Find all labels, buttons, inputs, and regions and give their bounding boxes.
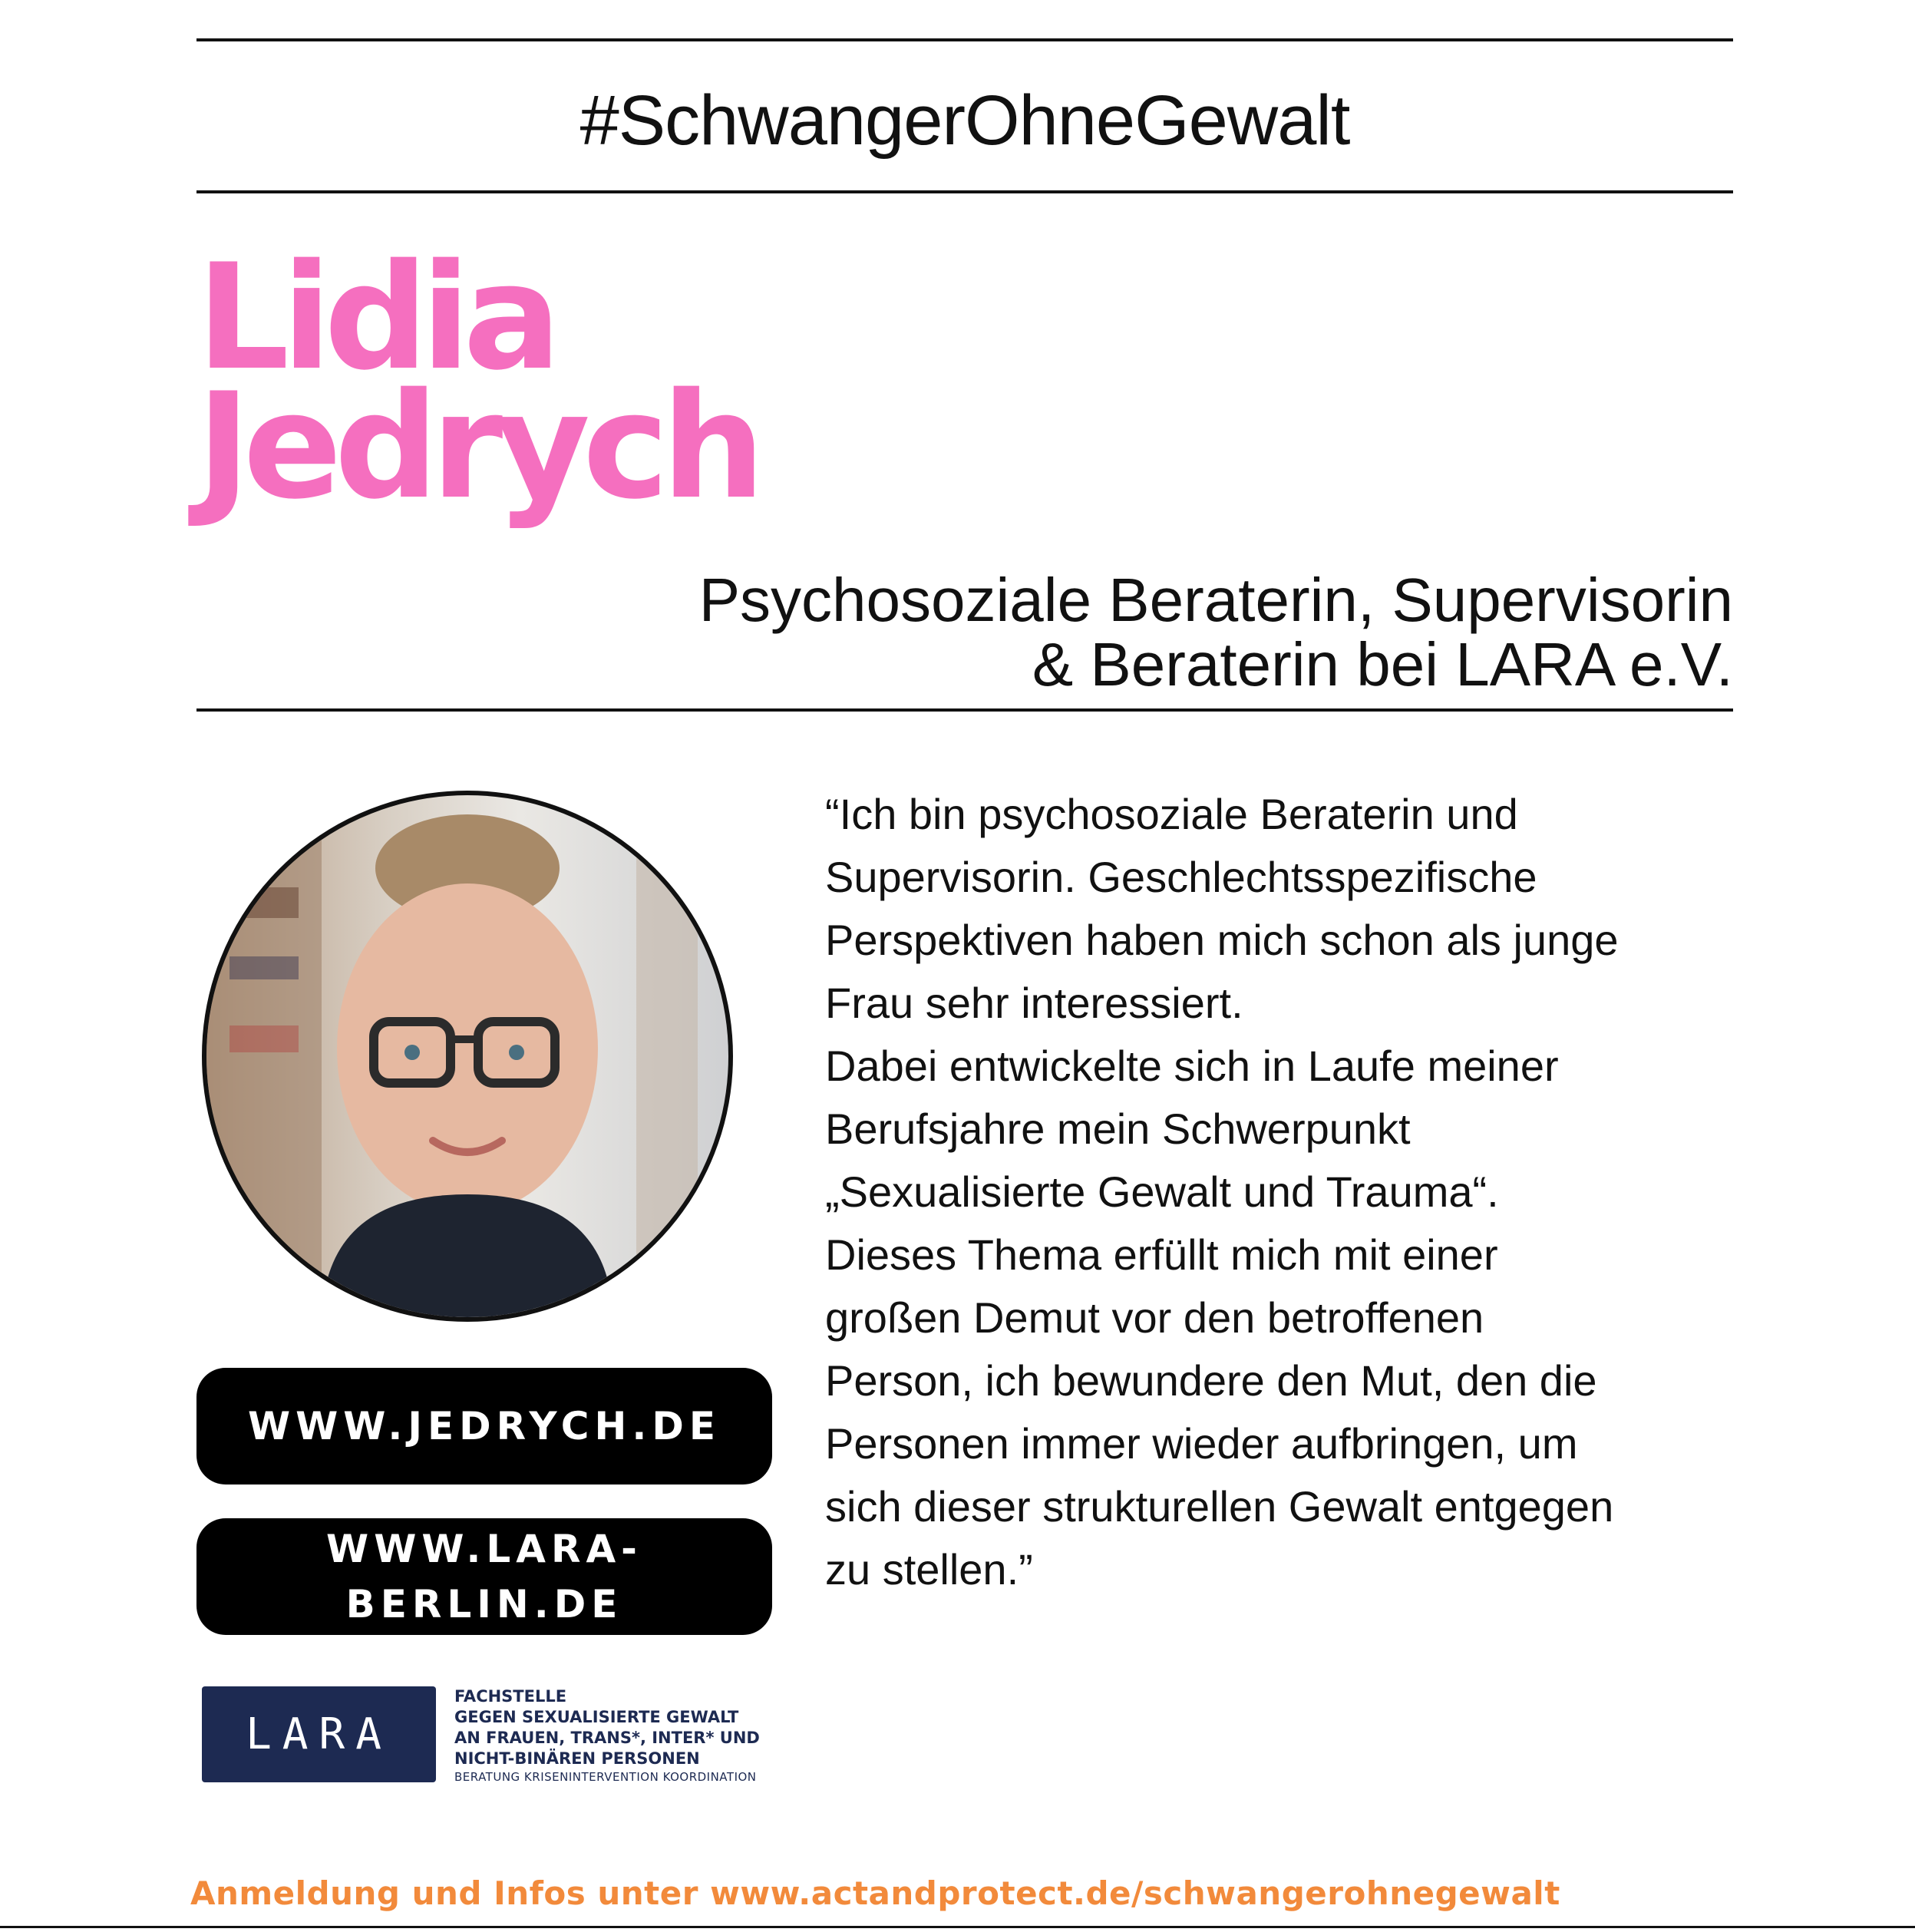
role-line-1: Psychosoziale Beraterin, Supervisorin xyxy=(698,566,1733,634)
logo-text-line-3: AN FRAUEN, TRANS*, INTER* UND xyxy=(454,1729,760,1747)
quote-line: Frau sehr interessiert. xyxy=(825,979,1243,1027)
logo-text-line-2: GEGEN SEXUALISIERTE GEWALT xyxy=(454,1708,739,1726)
website-link-lara-line-1: WWW.LARA- xyxy=(326,1527,642,1571)
lara-logo xyxy=(202,1686,436,1782)
website-link-jedrych-label: WWW.JEDRYCH.DE xyxy=(247,1404,721,1448)
quote-line: “Ich bin psychosoziale Beraterin und xyxy=(825,790,1518,838)
website-link-jedrych[interactable] xyxy=(196,1368,772,1485)
quote-line: Dieses Thema erfüllt mich mit einer xyxy=(825,1230,1498,1279)
quote-line: Berufsjahre mein Schwerpunkt xyxy=(825,1105,1411,1153)
quote-line: Perspektiven haben mich schon als junge xyxy=(825,916,1619,964)
lara-logo-mark: LARA xyxy=(246,1709,392,1759)
logo-text-line-5: BERATUNG KRISENINTERVENTION KOORDINATION xyxy=(454,1770,757,1784)
footer-registration-link[interactable]: Anmeldung und Infos unter www.actandprotect.de/schwangerohnegewalt xyxy=(190,1874,1560,1912)
logo-text-line-1: FACHSTELLE xyxy=(454,1687,567,1706)
quote-line: Personen immer wieder aufbringen, um xyxy=(825,1419,1578,1468)
website-link-lara-line-2: BERLIN.DE xyxy=(345,1582,623,1627)
logo-text-line-4: NICHT-BINÄREN PERSONEN xyxy=(454,1749,700,1768)
quote-line: sich dieser strukturellen Gewalt entgegen xyxy=(825,1482,1614,1531)
bottom-edge-line xyxy=(0,1926,1915,1928)
quote-line: Supervisorin. Geschlechtsspezifische xyxy=(825,853,1537,901)
quote-line: großen Demut vor den betroffenen xyxy=(825,1293,1484,1342)
portrait-photo xyxy=(202,791,733,1322)
person-role xyxy=(582,568,1733,697)
hashtag-title: #SchwangerOhneGewalt xyxy=(579,81,1350,160)
quote-text xyxy=(825,783,1746,1601)
quote-line: Dabei entwickelte sich in Laufe meiner xyxy=(825,1042,1559,1090)
role-line-2: & Beraterin bei LARA e.V. xyxy=(1032,630,1733,698)
portrait-illustration xyxy=(206,795,733,1322)
quote-line: zu stellen.” xyxy=(825,1545,1033,1593)
person-name xyxy=(196,233,758,531)
quote-line: „Sexualisierte Gewalt und Trauma“. xyxy=(825,1167,1499,1216)
role-divider xyxy=(196,708,1733,712)
top-divider xyxy=(196,38,1733,41)
lara-logo-text xyxy=(454,1686,784,1785)
header-divider xyxy=(196,190,1733,193)
quote-line: Person, ich bewundere den Mut, den die xyxy=(825,1356,1597,1405)
website-link-lara-berlin[interactable] xyxy=(196,1518,772,1635)
website-link-lara-label xyxy=(326,1521,642,1632)
first-name: Lidia xyxy=(196,233,554,402)
last-name: Jedrych xyxy=(196,362,758,531)
